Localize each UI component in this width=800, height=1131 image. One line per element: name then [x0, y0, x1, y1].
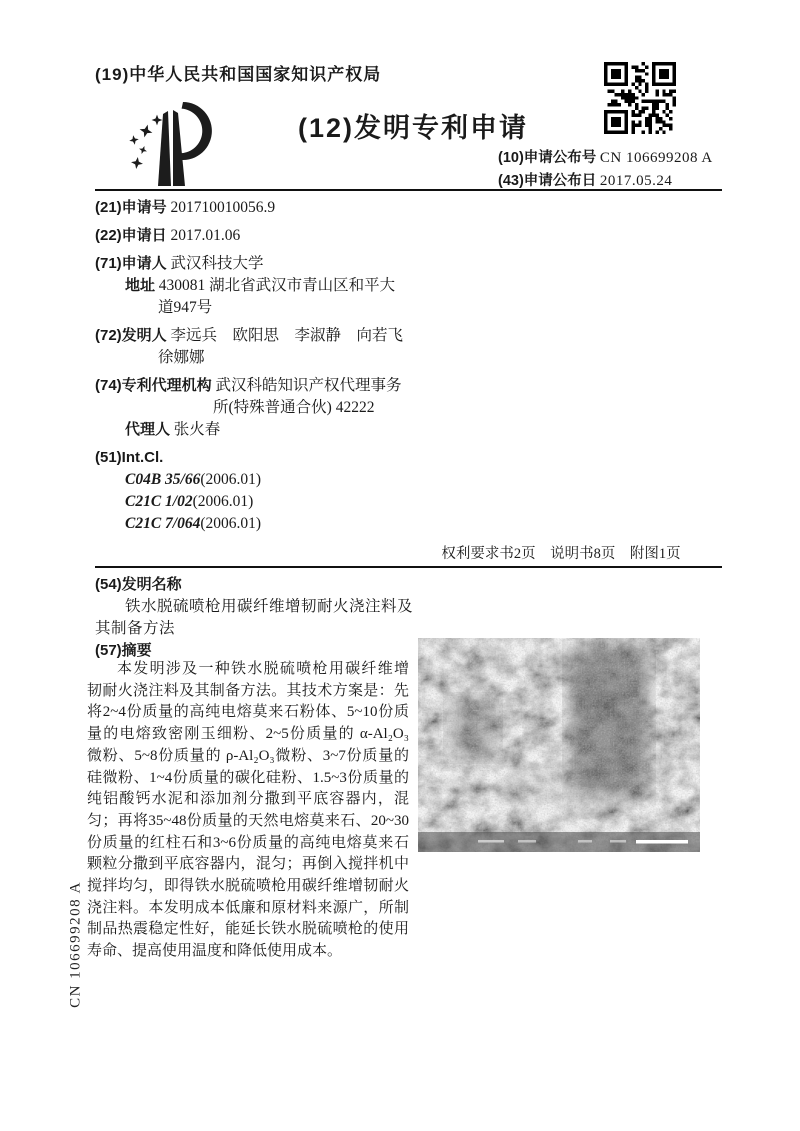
ipc-edition: (2006.01): [192, 493, 254, 510]
ipc-label: (51)Int.Cl.: [95, 449, 164, 466]
abstract-line: 浇注料。本发明成本低廉和原材料来源广，所制: [87, 899, 409, 916]
application-number-field: [95, 197, 490, 219]
address-line1: 430081 湖北省武汉市青山区和平大: [158, 277, 396, 294]
invention-title-line2: 其制备方法: [95, 620, 176, 637]
section-divider: [95, 566, 722, 568]
abstract-line: 纯铝酸钙水泥和添加剂分撒到平底容器内，混: [87, 791, 409, 808]
agency-line2: 所(特殊普通合伙) 42222: [213, 399, 375, 416]
applicant-field: [95, 253, 490, 319]
inventors-line1: 李远兵 欧阳思 李淑静 向若飞: [170, 327, 403, 344]
abstract-line: 韧耐火浇注料及其制备方法。其技术方案是：先: [87, 682, 409, 699]
ipc-edition: (2006.01): [200, 515, 262, 532]
applicant-name: 武汉科技大学: [170, 255, 264, 272]
abstract-line: 制品热震稳定性好，能延长铁水脱硫喷枪的使用: [87, 921, 409, 938]
address-line2: 道947号: [158, 299, 213, 316]
abstract-line: 微粉、5~8份质量的 ρ-Al₂O₃微粉、3~7份质量的: [87, 747, 409, 764]
inventors-label: (72)发明人: [95, 327, 167, 344]
header-divider: [95, 189, 722, 191]
agency-label: (74)专利代理机构: [95, 377, 212, 394]
inventors-line2: 徐娜娜: [158, 349, 205, 366]
invention-title-section: [95, 574, 435, 662]
invention-title-label: (54)发明名称: [95, 576, 182, 593]
agent-name: 张火春: [173, 421, 221, 438]
publication-number-row: [498, 146, 758, 167]
abstract-line: 份质量的红柱石和3~6份质量的高纯电熔莫来石: [87, 834, 409, 851]
cnipa-logo-icon: [113, 100, 235, 188]
application-date-label: (22)申请日: [95, 227, 167, 244]
publication-number-label: (10)申请公布号: [498, 150, 597, 166]
qr-code-icon: [604, 62, 676, 134]
ipc-code: C04B 35/66: [125, 471, 201, 488]
publication-date-value: 2017.05.24: [599, 173, 673, 189]
ipc-code: C21C 7/064: [125, 515, 201, 532]
ipc-code: C21C 1/02: [125, 493, 193, 510]
abstract-line: 搅拌均匀，即得铁水脱硫喷枪用碳纤维增韧耐火: [87, 878, 409, 895]
pages-summary: 权利要求书2页 说明书8页 附图1页: [441, 546, 681, 562]
agency-line1: 武汉科皓知识产权代理事务: [215, 377, 402, 394]
sem-micrograph: [418, 638, 700, 852]
bibliographic-data: [95, 197, 490, 541]
ipc-edition: (2006.01): [200, 471, 262, 488]
abstract-text: [87, 659, 409, 963]
sidebar-publication-number: CN 106699208 A: [67, 881, 84, 1008]
agent-label: 代理人: [125, 421, 171, 438]
publication-date-row: [498, 169, 758, 190]
application-date-field: [95, 225, 490, 247]
publication-date-label: (43)申请公布日: [498, 173, 597, 189]
patent-office-name: (19)中华人民共和国国家知识产权局: [95, 65, 382, 84]
abstract-line: 本发明涉及一种铁水脱硫喷枪用碳纤维增: [117, 661, 409, 677]
abstract-line: 量的电熔致密刚玉细粉、2~5份质量的 α-Al₂O₃: [87, 726, 409, 743]
abstract-label: (57)摘要: [95, 642, 152, 659]
abstract-line: 将2~4份质量的高纯电熔莫来石粉体、5~10份质: [87, 704, 409, 721]
ipc-field: [95, 447, 490, 535]
application-number-label: (21)申请号: [95, 199, 167, 216]
abstract-line: 匀；再将35~48份质量的天然电熔莫来石、20~30: [87, 812, 409, 829]
abstract-line: 颗粒分撒到平底容器内，混匀；再倒入搅拌机中: [87, 856, 409, 873]
application-number-value: 201710010056.9: [170, 199, 276, 216]
agency-field: [95, 375, 490, 441]
address-label: 地址: [125, 277, 156, 294]
publication-number-value: CN 106699208 A: [599, 150, 713, 166]
applicant-label: (71)申请人: [95, 255, 167, 272]
abstract-line: 寿命、提高使用温度和降低使用成本。: [87, 943, 343, 960]
application-date-value: 2017.01.06: [170, 227, 241, 244]
abstract-line: 硅微粉、1~4份质量的碳化硅粉、1.5~3份质量的: [87, 769, 409, 786]
inventors-field: [95, 325, 490, 369]
invention-title-line1: 铁水脱硫喷枪用碳纤维增韧耐火浇注料及: [125, 598, 414, 615]
document-type-title: (12)发明专利申请: [298, 113, 529, 143]
